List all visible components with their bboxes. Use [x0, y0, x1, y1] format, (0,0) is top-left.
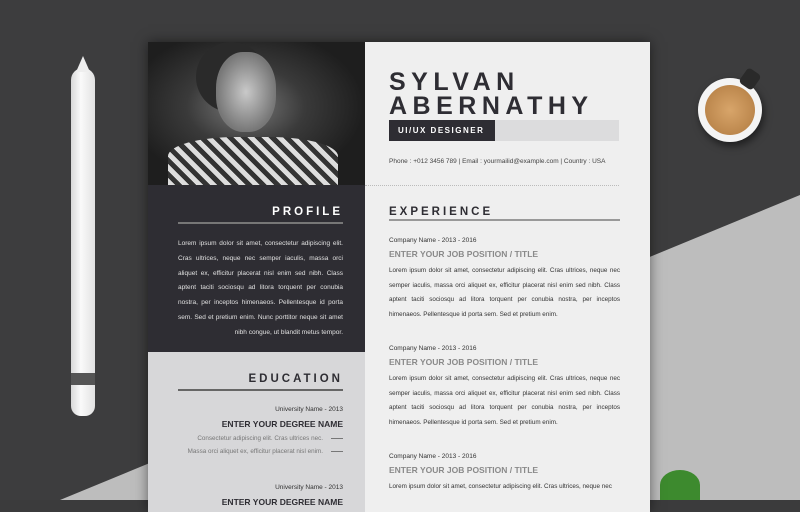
pencil-decoration — [71, 68, 95, 416]
profile-text: Lorem ipsum dolor sit amet, consectetur adipiscing elit. Cras ultrices, neque nec semper iaculis, massa orci aliquet ex, efficitur placerat nisl enim sed nibh. Class aptent taciti sociosqu ad litora torquent per conubia nostra, per inceptos himenaeos. Pellentesque id porta sem. Sed et pretium enim. Nunc porttitor neque sit amet nibh congue, ut blandit metus tempor. — [178, 240, 343, 336]
left-column — [148, 42, 365, 512]
experience-item: Company Name - 2013 - 2016 ENTER YOUR JOB POSITION / TITLE Lorem ipsum dolor sit amet, consectetur adipiscing elit. Cras ultrices, neque nec semper iaculis, massa orci aliquet ex, efficitur placerat nisl enim sed nibh. Class aptent taciti sociosqu ad litora torquent per conubia nostra, per inceptos himenaeos. Pellentesque id porta sem. Sed et pretium enim. — [389, 345, 620, 426]
divider — [178, 389, 343, 391]
divider — [178, 222, 343, 224]
dotted-divider — [365, 185, 619, 186]
resume-page — [148, 42, 650, 512]
contact-info: Phone : +012 3456 789 | Email : yourmailid@example.com | Country : USA — [389, 158, 606, 165]
degree: ENTER YOUR DEGREE NAME — [221, 419, 343, 429]
job-title-bar — [389, 120, 619, 141]
university: University Name - 2013 — [275, 484, 343, 491]
education-heading: EDUCATION — [248, 373, 343, 385]
plant-decoration — [660, 470, 700, 500]
degree: ENTER YOUR DEGREE NAME — [221, 497, 343, 507]
profile-heading: PROFILE — [272, 206, 343, 218]
experience-heading: EXPERIENCE — [389, 206, 494, 218]
job-title: UI/UX DESIGNER — [389, 120, 495, 141]
experience-item: Company Name - 2013 - 2016 ENTER YOUR JOB POSITION / TITLE Lorem ipsum dolor sit amet, consectetur adipiscing elit. Cras ultrices, neque nec semper iaculis, massa orci aliquet ex, efficitur placerat nisl enim sed nibh. Class aptent taciti sociosqu ad litora torquent per conubia nostra, per inceptos himenaeos. Pellentesque id porta sem. Sed et pretium enim. — [389, 237, 620, 318]
education-detail: Massa orci aliquet ex, efficitur placerat nisl enim. — [153, 448, 343, 455]
education-item — [153, 406, 343, 455]
education-detail: Consectetur adipiscing elit. Cras ultrices nec. — [153, 435, 343, 442]
education-item — [153, 484, 343, 507]
divider — [389, 219, 620, 221]
profile-section — [148, 185, 365, 352]
university: University Name - 2013 — [275, 406, 343, 413]
candidate-name: SYLVAN ABERNATHY — [389, 68, 594, 120]
profile-photo — [148, 42, 365, 185]
experience-item: Company Name - 2013 - 2016 ENTER YOUR JOB POSITION / TITLE Lorem ipsum dolor sit amet, consectetur adipiscing elit. Cras ultrices, neque nec — [389, 453, 612, 490]
coffee-cup-decoration — [698, 78, 762, 142]
